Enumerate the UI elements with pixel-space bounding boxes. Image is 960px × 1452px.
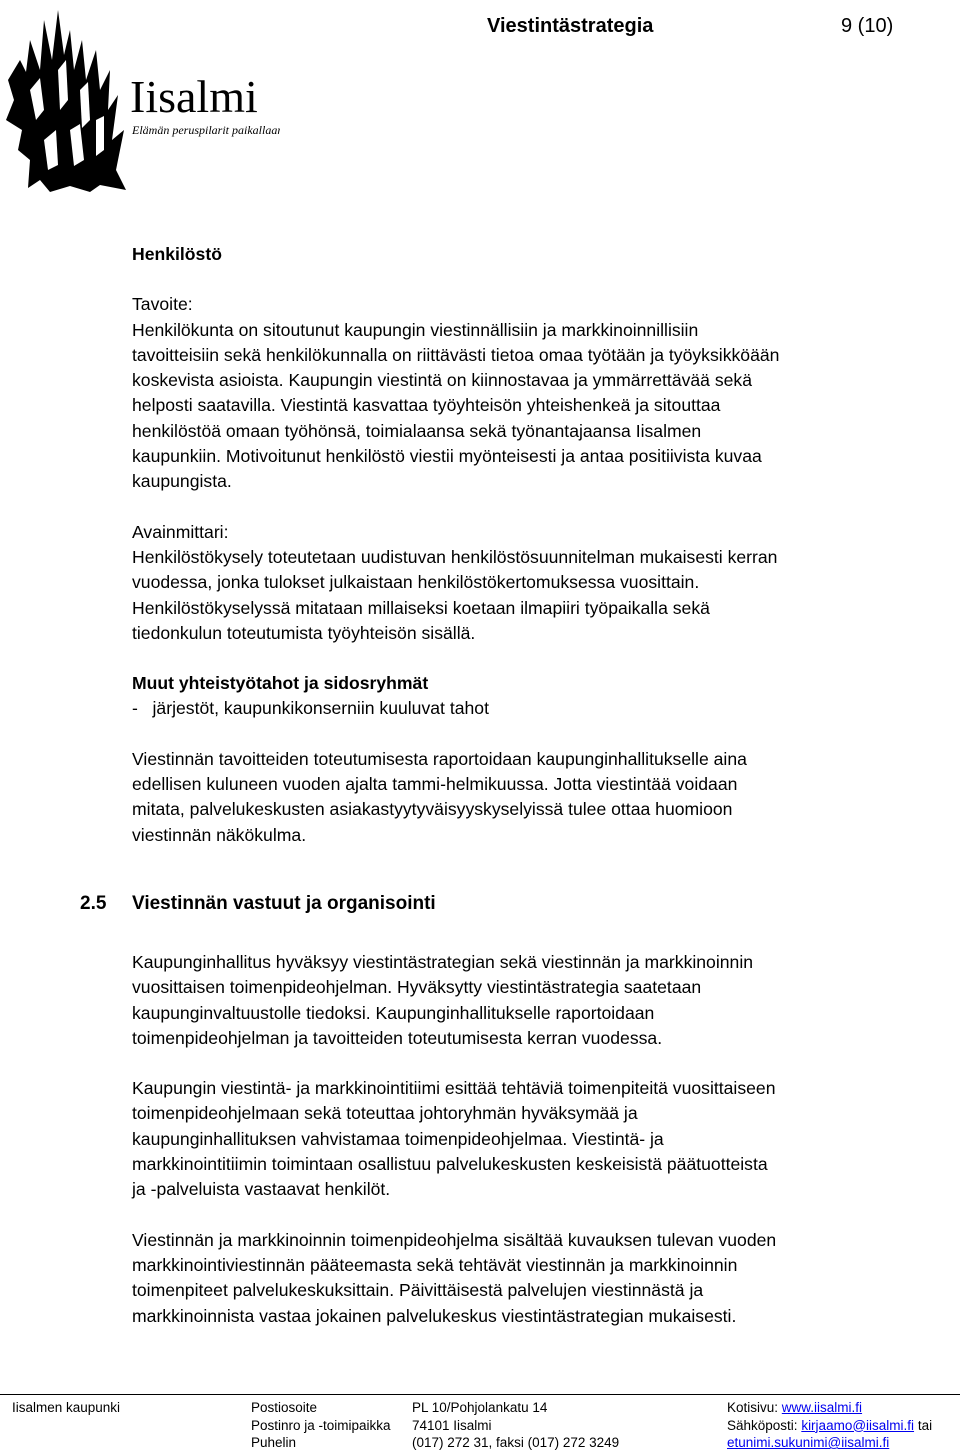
tavoite-line: tavoitteisiin sekä henkilökunnalla on riittävästi tietoa omaa työtään ja työyksikköään: [132, 344, 780, 365]
raportointi-line: edellisen kuluneen vuoden ajalta tammi-helmikuussa. Jotta viestintää voidaan: [132, 774, 738, 795]
muut-heading: Muut yhteistyötahot ja sidosryhmät: [132, 673, 429, 694]
page-footer: [0, 1394, 960, 1450]
raportointi-line: mitata, palvelukeskusten asiakastyytyväisyyskyselyissä tulee ottaa huomioon: [132, 799, 733, 820]
avainmittari-line: vuodessa, jonka tulokset julkaistaan henkilöstökertomuksessa vuosittain.: [132, 572, 700, 593]
muut-list-item: - järjestöt, kaupunkikonserniin kuuluvat tahot: [132, 698, 489, 719]
paragraph-line: Kaupunginhallitus hyväksyy viestintästrategian sekä viestinnän ja markkinoinnin: [132, 952, 754, 972]
document-title: Viestintästrategia: [487, 15, 654, 37]
sahkoposti-link[interactable]: kirjaamo@iisalmi.fi: [801, 1417, 915, 1433]
svg-text:Iisalmi: Iisalmi: [130, 71, 258, 122]
kotisivu-link[interactable]: www.iisalmi.fi: [781, 1400, 863, 1415]
paragraph-line: ja -palveluista vastaavat henkilöt.: [132, 1179, 391, 1200]
footer-puhelin-label: Puhelin: [251, 1435, 297, 1450]
avainmittari-line: tiedonkulun toteutumista työyhteisön sisällä.: [132, 622, 476, 643]
section-number: 2.5: [80, 893, 107, 914]
footer-tai: tai: [917, 1417, 933, 1433]
footer-puhelin: (017) 272 31, faksi (017) 272 3249: [412, 1435, 620, 1450]
tavoite-line: koskevista asioista. Kaupungin viestintä on kiinnostavaa ja ymmärrettävää sekä: [132, 370, 753, 391]
avainmittari-line: Henkilöstökysely toteutetaan uudistuvan henkilöstösuunnitelman mukaisesti kerran: [132, 546, 778, 567]
email2-link[interactable]: etunimi.sukunimi@iisalmi.fi: [727, 1435, 890, 1450]
avainmittari-label: Avainmittari:: [132, 521, 229, 542]
paragraph-line: Viestinnän ja markkinoinnin toimenpideohjelma sisältää kuvauksen tulevan vuoden: [132, 1229, 777, 1250]
svg-text:Elämän peruspilarit paikallaan: Elämän peruspilarit paikallaan: [132, 123, 280, 137]
paragraph-line: markkinointiviestinnän pääteemasta sekä tehtävät viestinnän ja markkinoinnin: [132, 1254, 738, 1275]
raportointi-line: Viestinnän tavoitteiden toteutumisesta raportoidaan kaupunginhallitukselle aina: [132, 748, 747, 769]
paragraph-line: toimenpiteet palvelukeskuksittain. Päivittäisestä palvelujen viestinnästä ja: [132, 1280, 704, 1301]
section-title: Viestinnän vastuut ja organisointi: [132, 893, 436, 914]
footer-postinro: 74101 Iisalmi: [412, 1417, 492, 1433]
footer-postiosoite: PL 10/Pohjolankatu 14: [412, 1400, 548, 1415]
avainmittari-line: Henkilöstökyselyssä mitataan millaiseksi koetaan ilmapiiri työpaikalla sekä: [132, 597, 710, 618]
tree-emblem-icon: [0, 0, 280, 200]
tavoite-line: kaupungista.: [132, 471, 232, 492]
tavoite-label: Tavoite:: [132, 294, 193, 315]
paragraph-line: Kaupungin viestintä- ja markkinointitiimi esittää tehtäviä toimenpiteitä vuosittaiseen: [132, 1078, 776, 1099]
footer-postiosoite-label: Postiosoite: [251, 1400, 318, 1415]
paragraph-line: markkinoinnista vastaa jokainen palvelukeskus viestintästrategian mukaisesti.: [132, 1305, 737, 1326]
paragraph-line: kaupunginhallituksen vahvistamaa toimenpideohjelmaa. Viestintä- ja: [132, 1128, 664, 1149]
footer-postinro-label: Postinro ja -toimipaikka: [251, 1417, 391, 1433]
footer-sahkoposti-label: Sähköposti:: [727, 1417, 798, 1433]
raportointi-line: viestinnän näkökulma.: [132, 824, 307, 845]
main-content: [132, 242, 942, 848]
section-2-5-content: [132, 950, 942, 1329]
paragraph-line: kaupunginvaltuustolle tiedoksi. Kaupunginhallitukselle raportoidaan: [132, 1002, 655, 1023]
henkilosto-heading: Henkilöstö: [132, 244, 222, 264]
paragraph-line: markkinointitiimin toimintaan osallistuu palvelukeskusten keskeisistä päätuotteista: [132, 1154, 768, 1175]
footer-kotisivu-label: Kotisivu:: [727, 1400, 779, 1415]
page-number: 9 (10): [841, 15, 894, 37]
tavoite-line: henkilöstöä omaan työhönsä, toimialaansa sekä työnantajaansa Iisalmen: [132, 420, 702, 441]
tavoite-line: helposti saatavilla. Viestintä kasvattaa työyhteisön yhteishenkeä ja sitouttaa: [132, 395, 721, 416]
tavoite-line: kaupunkiin. Motivoitunut henkilöstö viestii myönteisesti ja antaa positiivista kuvaa: [132, 446, 762, 467]
paragraph-line: toimenpideohjelman ja tavoitteiden toteutumisesta kerran vuodessa.: [132, 1027, 663, 1048]
paragraph-line: vuosittaisen toimenpideohjelman. Hyväksytty viestintästrategia saatetaan: [132, 977, 702, 998]
iisalmi-logo: [0, 0, 280, 200]
footer-org: Iisalmen kaupunki: [12, 1400, 121, 1415]
tavoite-line: Henkilökunta on sitoutunut kaupungin viestinnällisiin ja markkinoinnillisiin: [132, 319, 699, 340]
paragraph-line: toimenpideohjelmaan sekä toteuttaa johtoryhmän hyväksymää ja: [132, 1103, 638, 1124]
section-heading-2-5: [80, 893, 880, 915]
